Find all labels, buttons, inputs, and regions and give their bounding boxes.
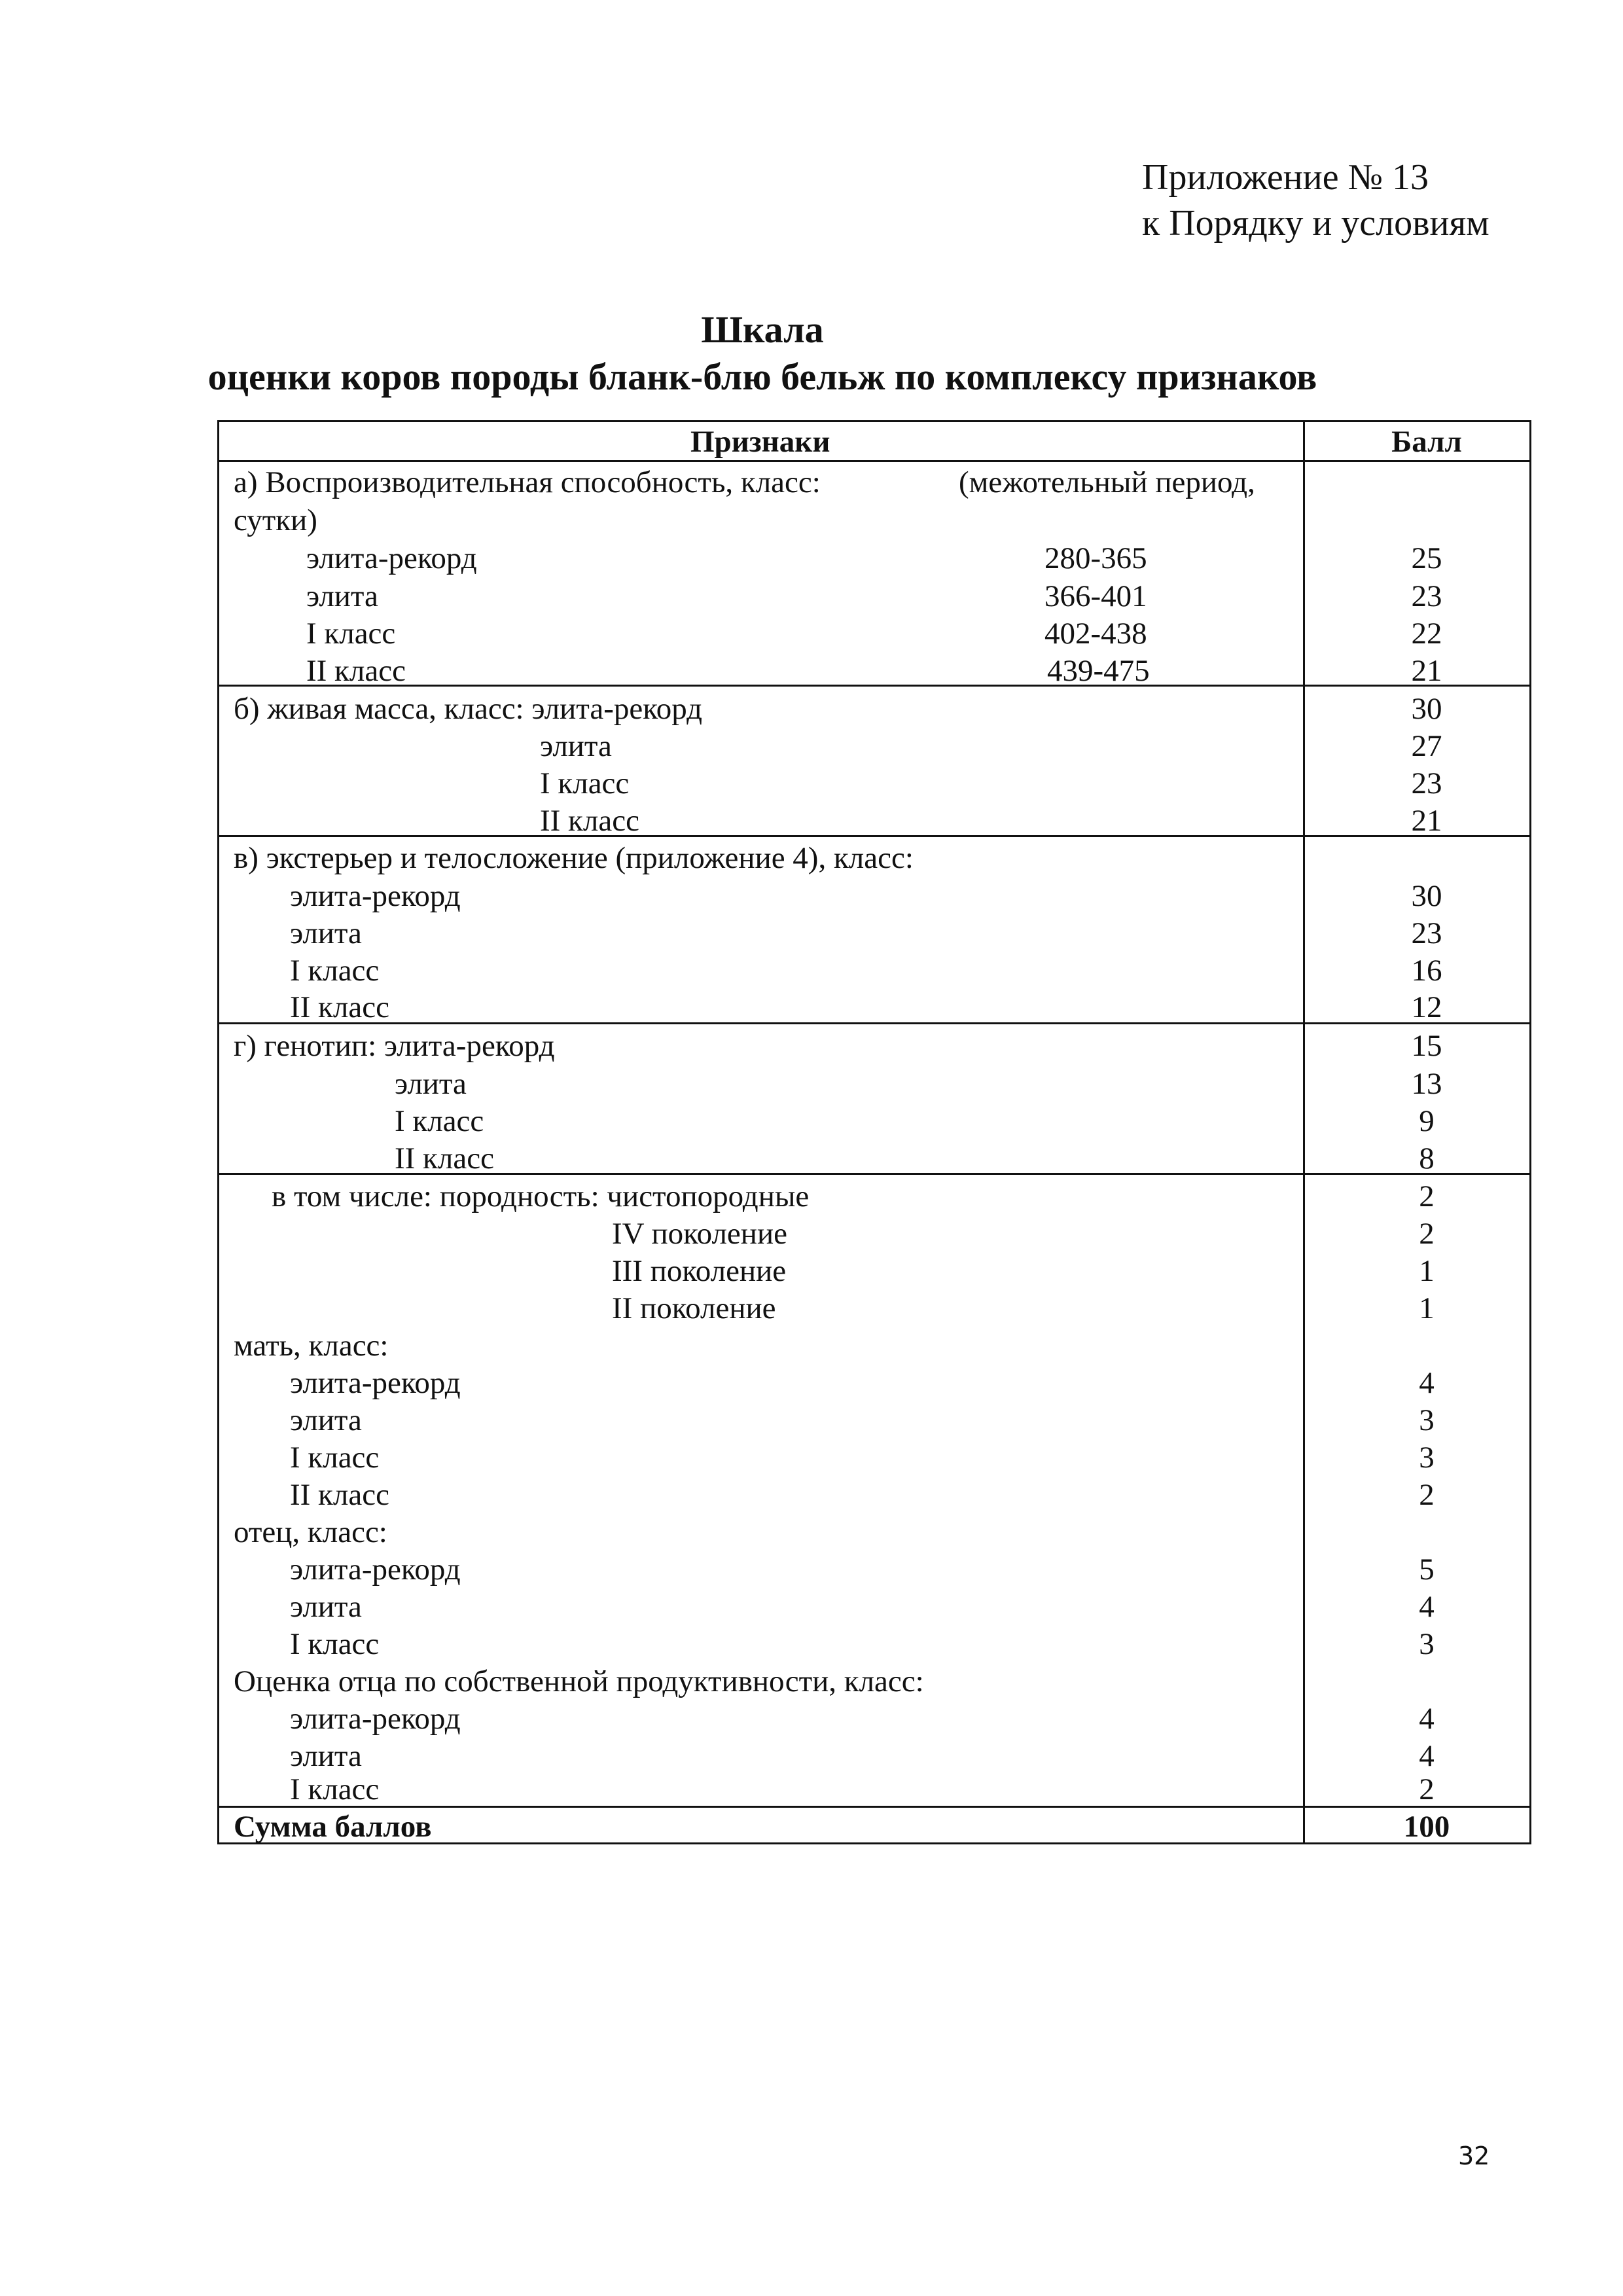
title-line-1: Шкала: [701, 308, 824, 351]
father-score: 3: [1419, 1627, 1435, 1661]
breed-purity-heading: в том числе: породность: чистопородные: [272, 1179, 810, 1213]
column-divider: [1303, 422, 1305, 1842]
section-c-label: элита-рекорд: [290, 879, 461, 913]
section-a-score: 25: [1411, 541, 1442, 575]
productivity-label: элита: [290, 1739, 362, 1773]
section-d-label: элита: [395, 1067, 467, 1101]
mother-score: 4: [1419, 1366, 1435, 1400]
section-a-label: I класс: [306, 617, 396, 651]
generation-label: II поколение: [612, 1291, 776, 1325]
generation-score: 2: [1419, 1217, 1435, 1251]
mother-label: I класс: [290, 1441, 380, 1475]
mother-heading: мать, класс:: [234, 1329, 389, 1363]
section-d-heading: г) генотип: элита-рекорд: [234, 1029, 555, 1063]
section-b-score: 23: [1411, 766, 1442, 800]
section-b-score: 21: [1411, 804, 1442, 838]
section-c-score: 30: [1411, 879, 1442, 913]
scoring-table: [217, 420, 1531, 1844]
mother-score: 3: [1419, 1403, 1435, 1437]
breed-purity-heading-score: 2: [1419, 1179, 1435, 1213]
section-b-label: II класс: [540, 804, 639, 838]
column-header-score: Балл: [1391, 425, 1462, 459]
row-divider: [219, 835, 1529, 837]
father-label: элита: [290, 1590, 362, 1624]
total-label: Сумма баллов: [234, 1810, 432, 1844]
father-score: 4: [1419, 1590, 1435, 1624]
section-a-score: 22: [1411, 617, 1442, 651]
section-d-score: 8: [1419, 1141, 1435, 1175]
section-b-score: 27: [1411, 729, 1442, 763]
section-d-score: 9: [1419, 1104, 1435, 1138]
title-line-2: оценки коров породы бланк-блю бельж по комплексу признаков: [207, 355, 1317, 398]
productivity-label: I класс: [290, 1772, 380, 1806]
section-c-label: II класс: [290, 990, 389, 1024]
section-b-heading-score: 30: [1411, 692, 1442, 726]
section-a-label: II класс: [306, 654, 406, 688]
section-d-heading-score: 15: [1411, 1029, 1442, 1063]
section-d-label: II класс: [395, 1141, 494, 1175]
appendix-reference: [1142, 154, 1489, 246]
productivity-label: элита-рекорд: [290, 1702, 461, 1736]
generation-label: III поколение: [612, 1254, 787, 1288]
section-a-score: 21: [1411, 654, 1442, 688]
father-label: элита-рекорд: [290, 1552, 461, 1587]
section-a-heading-note: (межотельный период,: [959, 465, 1255, 499]
generation-score: 1: [1419, 1254, 1435, 1288]
section-c-score: 12: [1411, 990, 1442, 1024]
father-heading: отец, класс:: [234, 1515, 387, 1549]
section-b-label: элита: [540, 729, 612, 763]
section-b-heading: б) живая масса, класс: элита-рекорд: [234, 692, 703, 726]
mother-label: II класс: [290, 1478, 389, 1512]
generation-label: IV поколение: [612, 1217, 787, 1251]
column-header-signs: Признаки: [690, 425, 830, 459]
section-a-range: 280-365: [1044, 541, 1147, 575]
appendix-subtitle: к Порядку и условиям: [1142, 203, 1489, 243]
mother-label: элита: [290, 1403, 362, 1437]
row-divider: [219, 1806, 1529, 1808]
document-title: [0, 306, 1623, 401]
section-c-label: элита: [290, 916, 362, 950]
productivity-score: 4: [1419, 1702, 1435, 1736]
row-divider: [219, 1022, 1529, 1024]
mother-label: элита-рекорд: [290, 1366, 461, 1400]
section-c-label: I класс: [290, 954, 380, 988]
row-divider: [219, 460, 1529, 462]
section-c-heading: в) экстерьер и телосложение (приложение 4), класс:: [234, 841, 914, 875]
page-number: 32: [1458, 2142, 1490, 2170]
section-a-score: 23: [1411, 579, 1442, 613]
row-divider: [219, 685, 1529, 687]
section-a-range: 439-475: [1047, 654, 1150, 688]
generation-score: 1: [1419, 1291, 1435, 1325]
section-a-range: 366-401: [1044, 579, 1147, 613]
section-c-score: 23: [1411, 916, 1442, 950]
productivity-score: 4: [1419, 1739, 1435, 1773]
productivity-score: 2: [1419, 1772, 1435, 1806]
section-a-range: 402-438: [1044, 617, 1147, 651]
total-score: 100: [1403, 1810, 1450, 1844]
mother-score: 2: [1419, 1478, 1435, 1512]
section-c-score: 16: [1411, 954, 1442, 988]
productivity-heading: Оценка отца по собственной продуктивности, класс:: [234, 1664, 924, 1698]
father-score: 5: [1419, 1552, 1435, 1587]
section-d-score: 13: [1411, 1067, 1442, 1101]
section-a-heading-unit: сутки): [234, 503, 317, 537]
mother-score: 3: [1419, 1441, 1435, 1475]
appendix-number: Приложение № 13: [1142, 157, 1429, 198]
section-b-label: I класс: [540, 766, 630, 800]
section-d-label: I класс: [395, 1104, 484, 1138]
section-a-heading: а) Воспроизводительная способность, класс:: [234, 465, 821, 499]
section-a-label: элита-рекорд: [306, 541, 477, 575]
father-label: I класс: [290, 1627, 380, 1661]
section-a-label: элита: [306, 579, 378, 613]
